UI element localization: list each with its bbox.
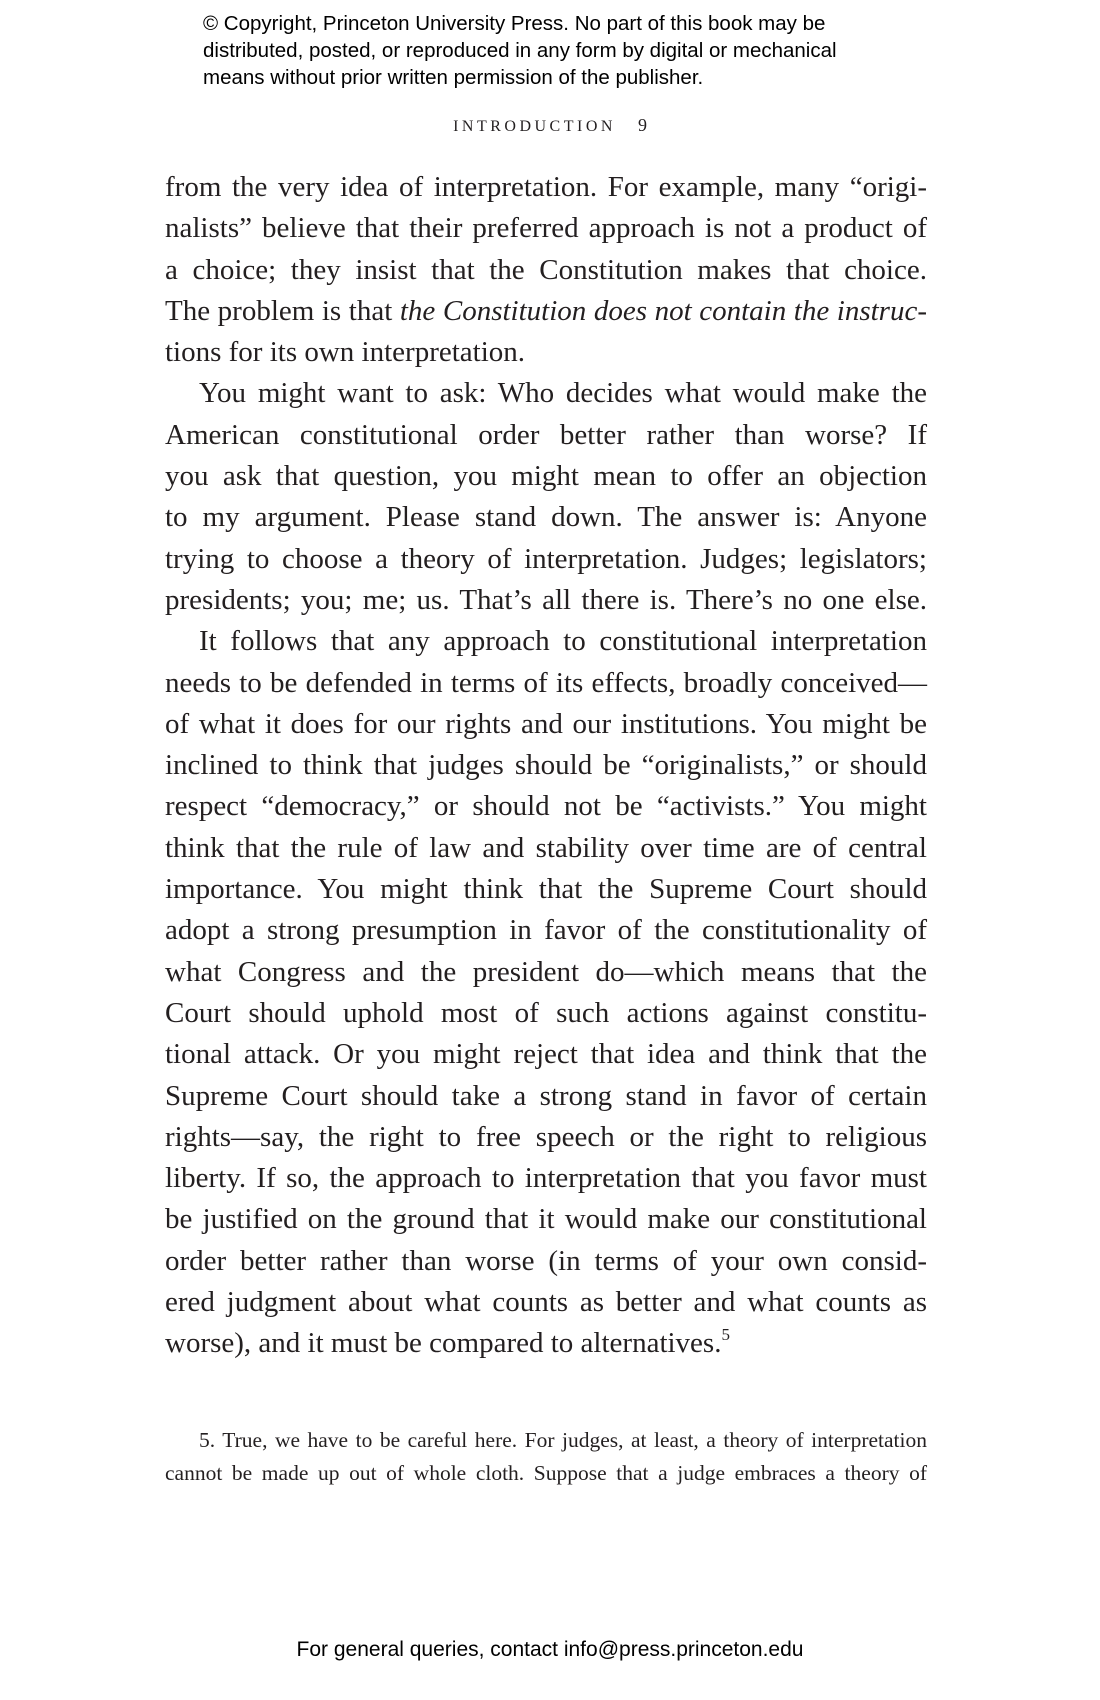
text-line: you ask that question, you might mean to offer an objection: [165, 460, 927, 493]
footnote-line: 5. True, we have to be careful here. For judges, at least, a theory of interpretation: [199, 1428, 927, 1452]
footnote: [165, 1424, 927, 1489]
footnote-reference[interactable]: 5: [721, 1325, 730, 1345]
text-line: Supreme Court should take a strong stand in favor of certain: [165, 1079, 927, 1112]
running-head-title: INTRODUCTION: [453, 118, 616, 135]
copyright-line: © Copyright, Princeton University Press. No part of this book may be: [203, 12, 826, 35]
text-line: respect “democracy,” or should not be “activists.” You might: [165, 790, 927, 823]
text-line: inclined to think that judges should be “originalists,” or should: [165, 749, 927, 782]
text-line-mixed: [165, 291, 927, 332]
text-line: American constitutional order better rather than worse? If: [165, 418, 927, 451]
text-line: You might want to ask: Who decides what would make the: [199, 377, 927, 410]
text-line: Court should uphold most of such actions against constitu-: [165, 996, 927, 1029]
text-line: rights—say, the right to free speech or the right to religious: [165, 1120, 927, 1153]
text-line: liberty. If so, the approach to interpretation that you favor must: [165, 1162, 927, 1195]
copyright-line: means without prior written permission of the publisher.: [203, 66, 704, 89]
text-line: nalists” believe that their preferred approach is not a product of: [165, 212, 927, 245]
page-number: 9: [637, 115, 647, 135]
contact-line: For general queries, contact info@press.princeton.edu: [296, 1638, 804, 1661]
text-line: It follows that any approach to constitutional interpretation: [199, 625, 927, 658]
text-line: ered judgment about what counts as better and what counts as: [165, 1286, 927, 1319]
text-line: trying to choose a theory of interpretation. Judges; legislators;: [165, 542, 927, 575]
text-line: tional attack. Or you might reject that idea and think that the: [165, 1038, 927, 1071]
text-line: importance. You might think that the Supreme Court should: [165, 873, 927, 906]
text-line: what Congress and the president do—which means that the: [165, 955, 927, 988]
text-line: of what it does for our rights and our institutions. You might be: [165, 707, 927, 740]
italic-segment: the Constitution does not contain the instruc-: [399, 294, 927, 327]
text-line: presidents; you; me; us. That’s all there is. There’s no one else.: [165, 583, 927, 616]
text-line-last: [165, 1323, 927, 1364]
text-line: from the very idea of interpretation. For example, many “origi-: [165, 171, 927, 203]
text-line: needs to be defended in terms of its effects, broadly conceived—: [165, 666, 927, 699]
running-head: [0, 115, 1100, 136]
text-segment: The problem is that: [165, 294, 400, 327]
text-line: order better rather than worse (in terms of your own consid-: [165, 1244, 927, 1277]
text-line: to my argument. Please stand down. The answer is: Anyone: [165, 501, 927, 534]
text-line: be justified on the ground that it would make our constitutional: [165, 1203, 927, 1236]
text-line: a choice; they insist that the Constitution makes that choice.: [165, 253, 927, 286]
body-text: [165, 167, 927, 1365]
text-line: think that the rule of law and stability over time are of central: [165, 831, 927, 864]
copyright-line: distributed, posted, or reproduced in any form by digital or mechanical: [203, 39, 837, 62]
text-line: tions for its own interpretation.: [165, 336, 526, 369]
copyright-notice: [203, 10, 1003, 91]
text-line: adopt a strong presumption in favor of the constitutionality of: [165, 914, 927, 947]
text-segment: worse), and it must be compared to alternatives.: [165, 1327, 722, 1360]
footnote-line: cannot be made up out of whole cloth. Suppose that a judge embraces a theory of: [165, 1460, 927, 1485]
